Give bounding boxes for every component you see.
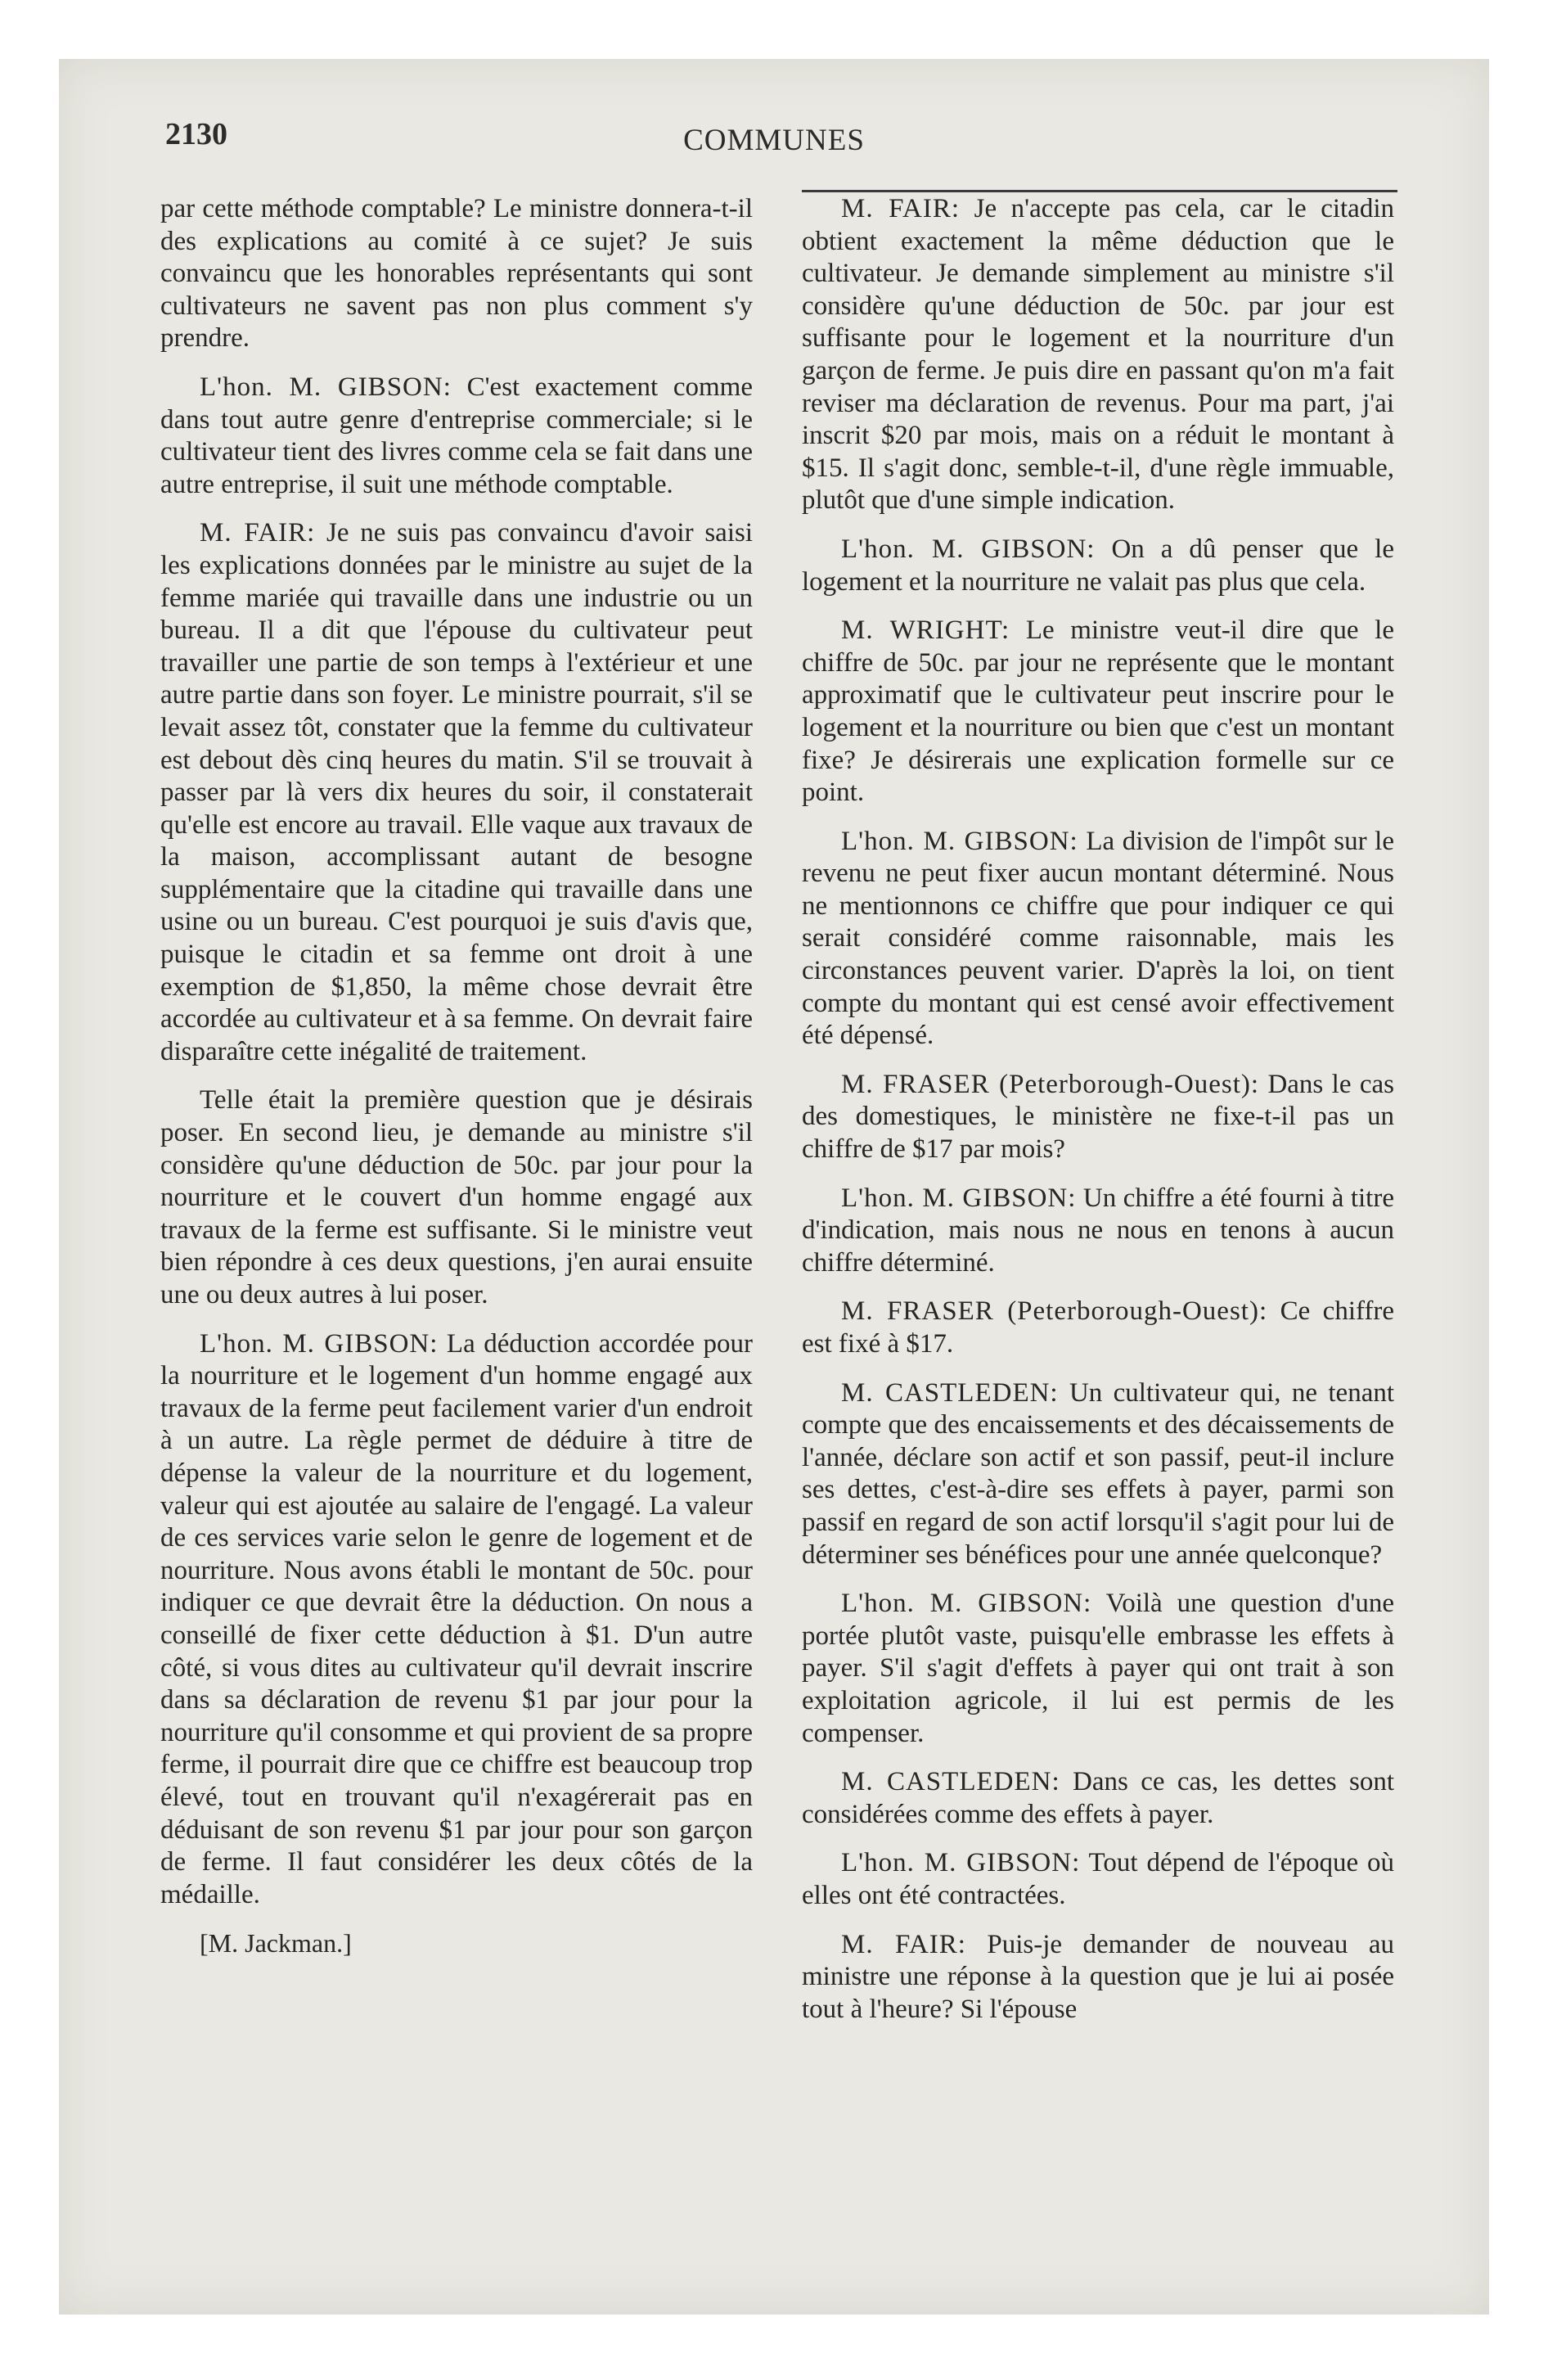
paragraph-text: La déduction accordée pour la nourriture et le logement d'un homme engagé aux travaux de la ferme peut facilement varier d'un endroit à un autre. La règle permet de déduire à titre de dépense la valeur de la nourriture et du logement, valeur qui est ajoutée au salaire de l'engagé. La valeur de ces services varie selon le genre de logement et de nourriture. Nous avons établi le montant de 50c. pour indiquer ce que devrait être la déduction. On nous a conseillé de fixer cette déduction à $1. D'un autre côté, si vous dites au cultivateur qu'il devrait inscrire dans sa déclaration de revenu $1 par jour pour la nourriture qu'il consomme et qui provient de sa propre ferme, il pourrait dire que ce chiffre est beaucoup trop élevé, tout en trouvant qu'il n'exagérerait pas en déduisant de son revenu $1 par jour pour son garçon de ferme. Il faut considérer les deux côtés de la médaille. (160, 1328, 753, 1909)
paragraph-text: Puis-je demander de nouveau au ministre une réponse à la question que je lui ai posée tout à l'heure? Si l'épouse (802, 1929, 1395, 2024)
paragraph (802, 534, 1394, 598)
speaker-name: L'hon. M. GIBSON: (841, 826, 1078, 856)
paragraph-text: On a dû penser que le logement et la nourriture ne valait pas plus que cela. (802, 534, 1394, 597)
speaker-name: M. FAIR: (841, 194, 961, 223)
paragraph (802, 1766, 1394, 1831)
speaker-name: M. FAIR: (841, 1929, 966, 1959)
speaker-name: L'hon. M. GIBSON: (200, 1328, 439, 1359)
speaker-name: L'hon. M. GIBSON: (200, 372, 452, 402)
left-column (160, 193, 753, 1977)
paragraph-text: Telle était la première question que je désirais poser. En second lieu, je demande au ministre s'il considère qu'une déduction de 50c. par jour pour la nourriture et le couvert d'un homme engagé aux travaux de la ferme est suffisante. Si le ministre veut bien répondre à ces deux questions, j'en aurai ensuite une ou deux autres à lui poser. (160, 1085, 753, 1309)
paragraph-text: La division de l'impôt sur le revenu ne peut fixer aucun montant déterminé. Nous ne mentionnons ce chiffre que pour indiquer ce qui serait considéré comme raisonnable, mais les circonstances peuvent varier. D'après la loi, on tient compte du montant qui est censé avoir effectivement été dépensé. (802, 826, 1394, 1051)
speaker-name: L'hon. M. GIBSON: (841, 534, 1096, 564)
paragraph-text: C'est exactement comme dans tout autre genre d'entreprise commerciale; si le cultivateur tient des livres comme cela se fait dans une autre entreprise, il suit une méthode comptable. (160, 372, 753, 499)
speaker-signature: [M. Jackman.] (200, 1928, 352, 1959)
header-rule (802, 190, 1397, 192)
speaker-name: M. CASTLEDEN: (841, 1767, 1060, 1797)
page-number: 2130 (165, 117, 227, 151)
paragraph-text: Je n'accepte pas cela, car le citadin obtient exactement la même déduction que le cultivateur. Je demande simplement au ministre s'il considère qu'une déduction de 50c. par jour est suffisante pour le logement et la nourriture d'un garçon de ferme. Je puis dire en passant qu'on m'a fait reviser ma déclaration de revenus. Pour ma part, j'ai inscrit $20 par mois, mais on a réduit le montant à $15. Il s'agit donc, semble-t-il, d'une règle immuable, plutôt que d'une simple indication. (802, 194, 1394, 516)
paragraph (802, 826, 1394, 1053)
speaker-name: L'hon. M. GIBSON: (841, 1589, 1092, 1619)
paragraph (802, 1377, 1394, 1572)
paragraph-text: par cette méthode comptable? Le ministre donnera-t-il des explications au comité à ce sujet? Je suis convaincu que les honorables représentants qui sont cultivateurs ne savent pas non plus comment s'y prendre. (160, 194, 753, 354)
running-title: COMMUNES (683, 124, 865, 157)
paragraph-text: Voilà une question d'une portée plutôt vaste, puisqu'elle embrasse les effets à payer. S'il s'agit d'effets à payer qui ont trait à son exploitation agricole, il lui est permis de les compenser. (802, 1589, 1394, 1748)
paragraph-text: Un chiffre a été fourni à titre d'indication, mais nous ne nous en tenons à aucun chiffre déterminé. (802, 1183, 1394, 1278)
paragraph-text: Je ne suis pas convaincu d'avoir saisi les explications données par le ministre au sujet de la femme mariée qui travaille dans une industrie ou un bureau. Il a dit que l'épouse du cultivateur peut travailler une partie de son temps à l'extérieur et une autre partie dans son foyer. Le ministre pourrait, s'il se levait assez tôt, constater que la femme du cultivateur est debout dès cinq heures du matin. S'il se trouvait à passer par là vers dix heures du soir, il constaterait qu'elle est encore au travail. Elle vaque aux travaux de la maison, accomplissant autant de besogne supplémentaire que la citadine qui travaille dans une usine ou un bureau. C'est pourquoi je suis d'avis que, puisque le citadin et sa femme ont droit à une exemption de $1,850, la même chose devrait être accordée au cultivateur et à sa femme. On devrait faire disparaître cette inégalité de traitement. (160, 518, 753, 1066)
paragraph (802, 1069, 1394, 1166)
paragraph (802, 1183, 1394, 1280)
speaker-name: M. WRIGHT: (841, 615, 1010, 646)
paragraph (802, 1296, 1394, 1360)
paragraph-text: Ce chiffre est fixé à $17. (802, 1296, 1395, 1359)
paragraph-text: Dans le cas des domestiques, le ministère ne fixe-t-il pas un chiffre de $17 par mois? (802, 1069, 1395, 1165)
paragraph (160, 1084, 753, 1311)
speaker-name: L'hon. M. GIBSON: (841, 1848, 1081, 1878)
paragraph-text: Le ministre veut-il dire que le chiffre de 50c. par jour ne représente que le montant approximatif que le cultivateur peut inscrire pour le logement et la nourriture ou bien que c'est un montant fixe? Je désirerais une explication formelle sur ce point. (802, 615, 1394, 808)
paragraph (802, 193, 1394, 517)
speaker-name: M. FRASER (Peterborough-Ouest): (841, 1069, 1260, 1099)
paragraph (802, 1588, 1394, 1750)
paragraph-text: Dans ce cas, les dettes sont considérées comme des effets à payer. (802, 1767, 1394, 1829)
speaker-name: M. FAIR: (200, 518, 316, 548)
paragraph (160, 193, 753, 355)
paragraph (802, 1847, 1394, 1912)
speaker-name: L'hon. M. GIBSON: (841, 1183, 1077, 1213)
paragraph-text: Tout dépend de l'époque où elles ont été contractées. (802, 1848, 1394, 1910)
right-column (802, 193, 1394, 2042)
speaker-name: M. FRASER (Peterborough-Ouest): (841, 1296, 1268, 1327)
paragraph (160, 517, 753, 1068)
speaker-name: M. CASTLEDEN: (841, 1377, 1059, 1408)
paragraph-text: Un cultivateur qui, ne tenant compte que des encaissements et des décaissements de l'année, déclare son actif et son passif, peut-il inclure ses dettes, c'est-à-dire ses effets à payer, parmi son passif en regard de son actif lorsqu'il s'agit pour lui de déterminer ses bénéfices pour une année quelconque? (802, 1377, 1395, 1570)
paragraph (160, 1328, 753, 1912)
paragraph (802, 615, 1394, 809)
paragraph (160, 372, 753, 501)
paragraph (802, 1929, 1394, 2026)
